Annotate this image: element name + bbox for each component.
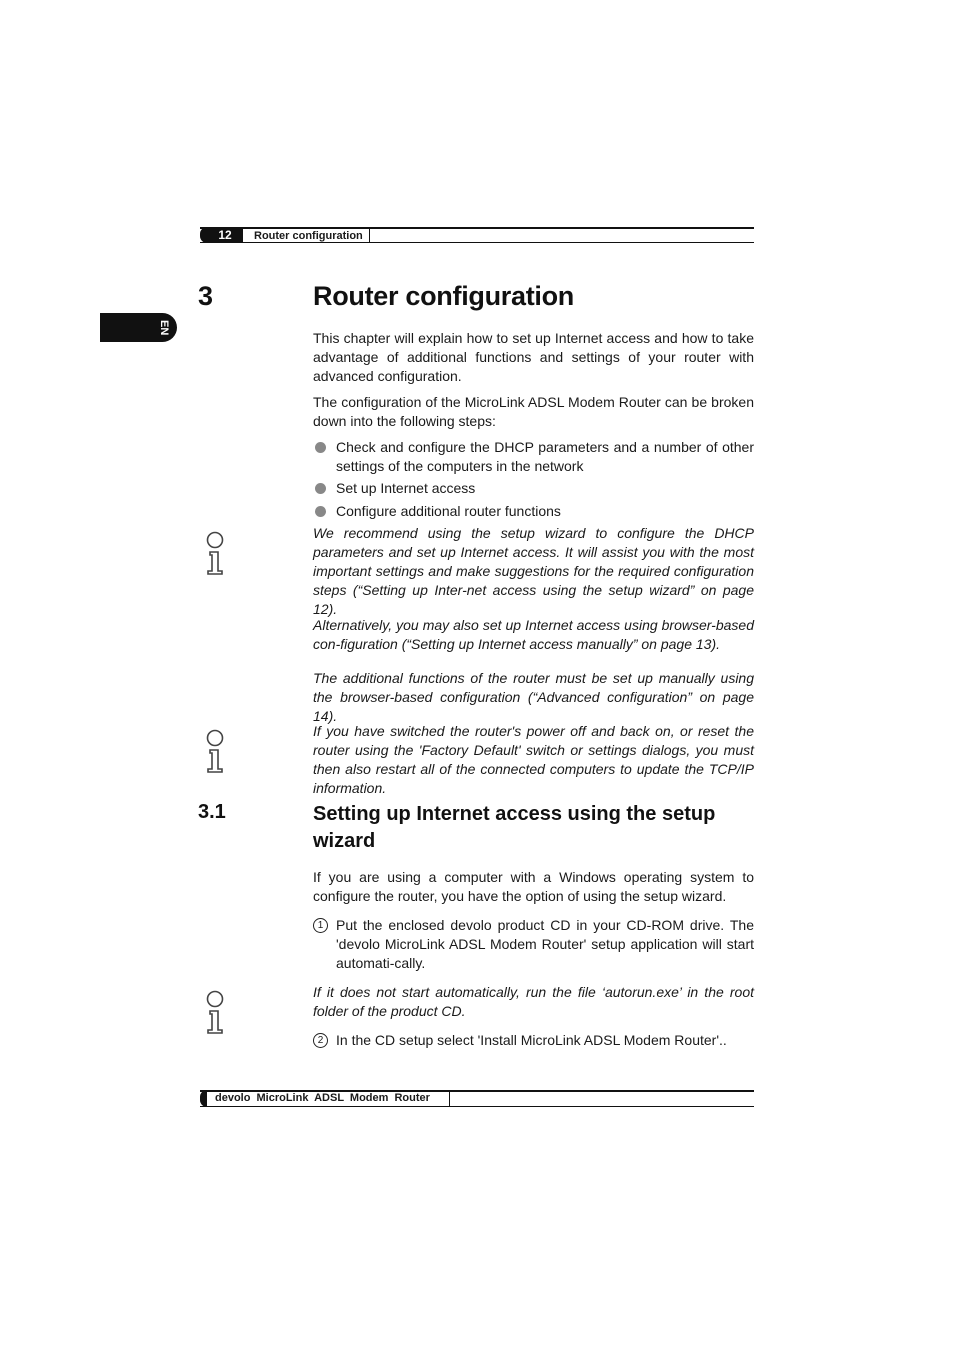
chapter-title: Router configuration <box>313 281 574 311</box>
note-paragraph: If it does not start automatically, run the file ‘autorun.exe’ in the root folder of the product CD. <box>313 984 754 1019</box>
section-title: Setting up Internet access using the setup wizard <box>313 803 716 852</box>
intro-paragraph-2: The configuration of the MicroLink ADSL Modem Router can be broken down into the following steps: <box>313 394 754 429</box>
procedure-step: 2 In the CD setup select 'Install MicroLink ADSL Modem Router'.. <box>313 1031 754 1050</box>
note-paragraph: Alternatively, you may also set up Internet access using browser-based con-figuration (“Setting up Internet access manually” on page 13). <box>313 617 754 652</box>
info-icon <box>203 531 227 576</box>
step-marker: 1 <box>313 918 328 933</box>
list-item: Check and configure the DHCP parameters and a number of other settings of the computers in the network <box>313 438 754 476</box>
footer-rule-bottom <box>200 1106 754 1107</box>
info-icon <box>203 990 227 1035</box>
footer-separator <box>449 1092 450 1106</box>
intro-paragraph-1: This chapter will explain how to set up Internet access and how to take advantage of additional functions and settings of your router with advanced configuration. <box>313 330 754 384</box>
bullet-icon <box>315 442 326 453</box>
footer-cap <box>200 1090 207 1107</box>
language-tab <box>100 313 177 342</box>
procedure-step: 1 Put the enclosed devolo product CD in your CD-ROM drive. The 'devolo MicroLink ADSL Modem Router' setup application will start automati-cally. <box>313 916 754 973</box>
bullet-icon <box>315 506 326 517</box>
step-marker: 2 <box>313 1033 328 1048</box>
language-tab-label: EN <box>158 320 170 336</box>
note-paragraph: We recommend using the setup wizard to configure the DHCP parameters and set up Internet access. It will assist you with the most important settings and make suggestions for the required configuration steps (“Setting up Inter-net access using the setup wizard” on page 12). <box>313 525 754 617</box>
running-title: Router configuration <box>254 230 363 242</box>
bullet-icon <box>315 483 326 494</box>
footer-product-name: devolo MicroLink ADSL Modem Router <box>215 1092 430 1104</box>
note-paragraph: The additional functions of the router must be set up manually using the browser-based configuration (“Advanced configuration” on page 14). <box>313 670 754 724</box>
section-intro: If you are using a computer with a Windows operating system to configure the router, you have the option of using the setup wizard. <box>313 869 754 904</box>
chapter-number: 3 <box>198 281 214 311</box>
header-separator <box>369 229 370 243</box>
header-cap <box>200 227 207 243</box>
section-number: 3.1 <box>198 801 226 823</box>
info-icon <box>203 729 227 774</box>
list-item: Configure additional router functions <box>313 502 754 521</box>
list-item: Set up Internet access <box>313 479 754 498</box>
page-number: 12 <box>207 228 243 243</box>
note-paragraph: If you have switched the router's power off and back on, or reset the router using the 'Factory Default' switch or settings dialogs, you must then also restart all of the connected computers to update the TCP/IP information. <box>313 723 754 796</box>
